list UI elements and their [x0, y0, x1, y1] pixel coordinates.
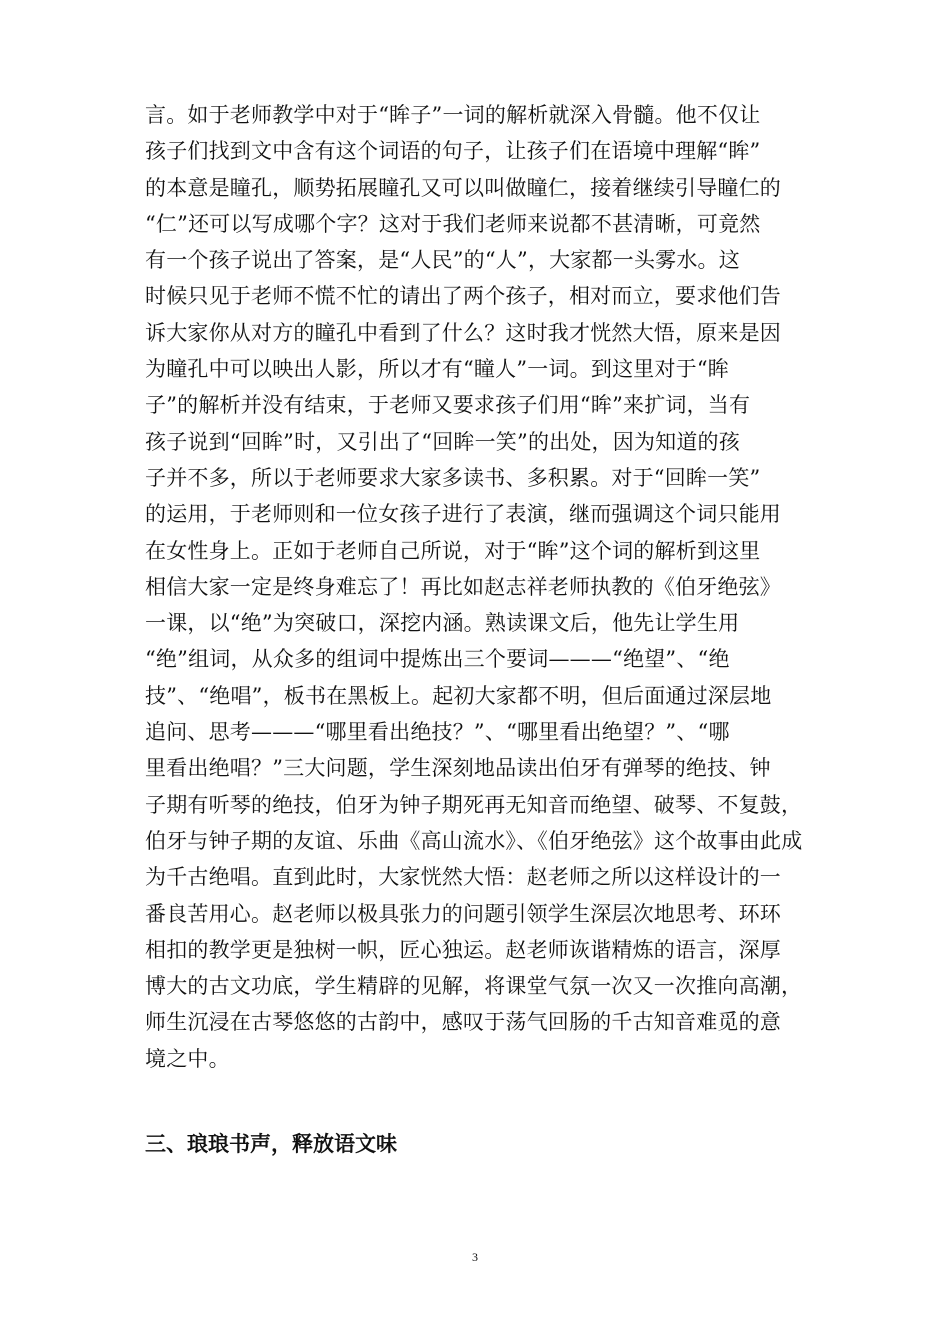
- text-line: 一课，以“绝”为突破口，深挖内涵。熟读课文后，他先让学生用: [145, 611, 740, 636]
- text-line: 言。如于老师教学中对于“眸子”一词的解析就深入骨髓。他不仅让: [145, 103, 761, 127]
- text-line: 有一个孩子说出了答案，是“人民”的“人”，大家都一头雾水。这: [145, 248, 740, 273]
- text-line: 诉大家你从对方的瞳孔中看到了什么？这时我才恍然大悟，原来是因: [145, 320, 781, 345]
- text-line: 为瞳孔中可以映出人影，所以才有“瞳人”一词。到这里对于“眸: [145, 357, 730, 382]
- text-line: 师生沉浸在古琴悠悠的古韵中，感叹于荡气回肠的千古知音难觅的意: [145, 1010, 781, 1035]
- text-line: 技”、“绝唱”，板书在黑板上。起初大家都不明，但后面通过深层地: [145, 683, 772, 708]
- text-line: 的运用，于老师则和一位女孩子进行了表演，继而强调这个词只能用: [145, 502, 781, 527]
- text-line: 追问、思考———“哪里看出绝技？”、“哪里看出绝望？”、“哪: [145, 720, 730, 745]
- text-line: 孩子说到“回眸”时，又引出了“回眸一笑”的出处，因为知道的孩: [145, 429, 740, 454]
- text-line: 相信大家一定是终身难忘了！再比如赵志祥老师执教的《伯牙绝弦》: [145, 574, 781, 599]
- page-number: 3: [472, 1250, 478, 1264]
- text-line: 为千古绝唱。直到此时，大家恍然大悟：赵老师之所以这样设计的一: [145, 865, 781, 890]
- text-line: 时候只见于老师不慌不忙的请出了两个孩子，相对而立，要求他们告: [145, 284, 781, 309]
- text-line: 的本意是瞳孔，顺势拓展瞳孔又可以叫做瞳仁，接着继续引导瞳仁的: [145, 175, 781, 200]
- text-line: 番良苦用心。赵老师以极具张力的问题引领学生深层次地思考、环环: [145, 901, 781, 926]
- text-line: 孩子们找到文中含有这个词语的句子，让孩子们在语境中理解“眸”: [145, 139, 761, 164]
- text-line: 里看出绝唱？”三大问题，学生深刻地品读出伯牙有弹琴的绝技、钟: [145, 756, 771, 781]
- text-line: 子并不多，所以于老师要求大家多读书、多积累。对于“回眸一笑”: [145, 465, 761, 490]
- text-line: 子期有听琴的绝技，伯牙为钟子期死再无知音而绝望、破琴、不复鼓，: [145, 792, 803, 817]
- text-line: 子”的解析并没有结束，于老师又要求孩子们用“眸”来扩词，当有: [145, 393, 751, 418]
- body-paragraph: [145, 97, 815, 1077]
- text-line: 博大的古文功底，学生精辟的见解，将课堂气氛一次又一次推向高潮，: [145, 974, 803, 999]
- text-line: 在女性身上。正如于老师自己所说，对于“眸”这个词的解析到这里: [145, 538, 761, 563]
- section-heading: 三、琅琅书声，释放语文味: [145, 1131, 397, 1156]
- text-line: 相扣的教学更是独树一帜，匠心独运。赵老师诙谐精炼的语言，深厚: [145, 937, 781, 962]
- text-line: “仁”还可以写成哪个字？这对于我们老师来说都不甚清晰，可竟然: [145, 211, 761, 236]
- text-line: 境之中。: [145, 1046, 230, 1071]
- text-line: “绝”组词，从众多的组词中提炼出三个要词———“绝望”、“绝: [145, 647, 730, 672]
- text-line: 伯牙与钟子期的友谊、乐曲《高山流水》、《伯牙绝弦》这个故事由此成: [145, 828, 803, 853]
